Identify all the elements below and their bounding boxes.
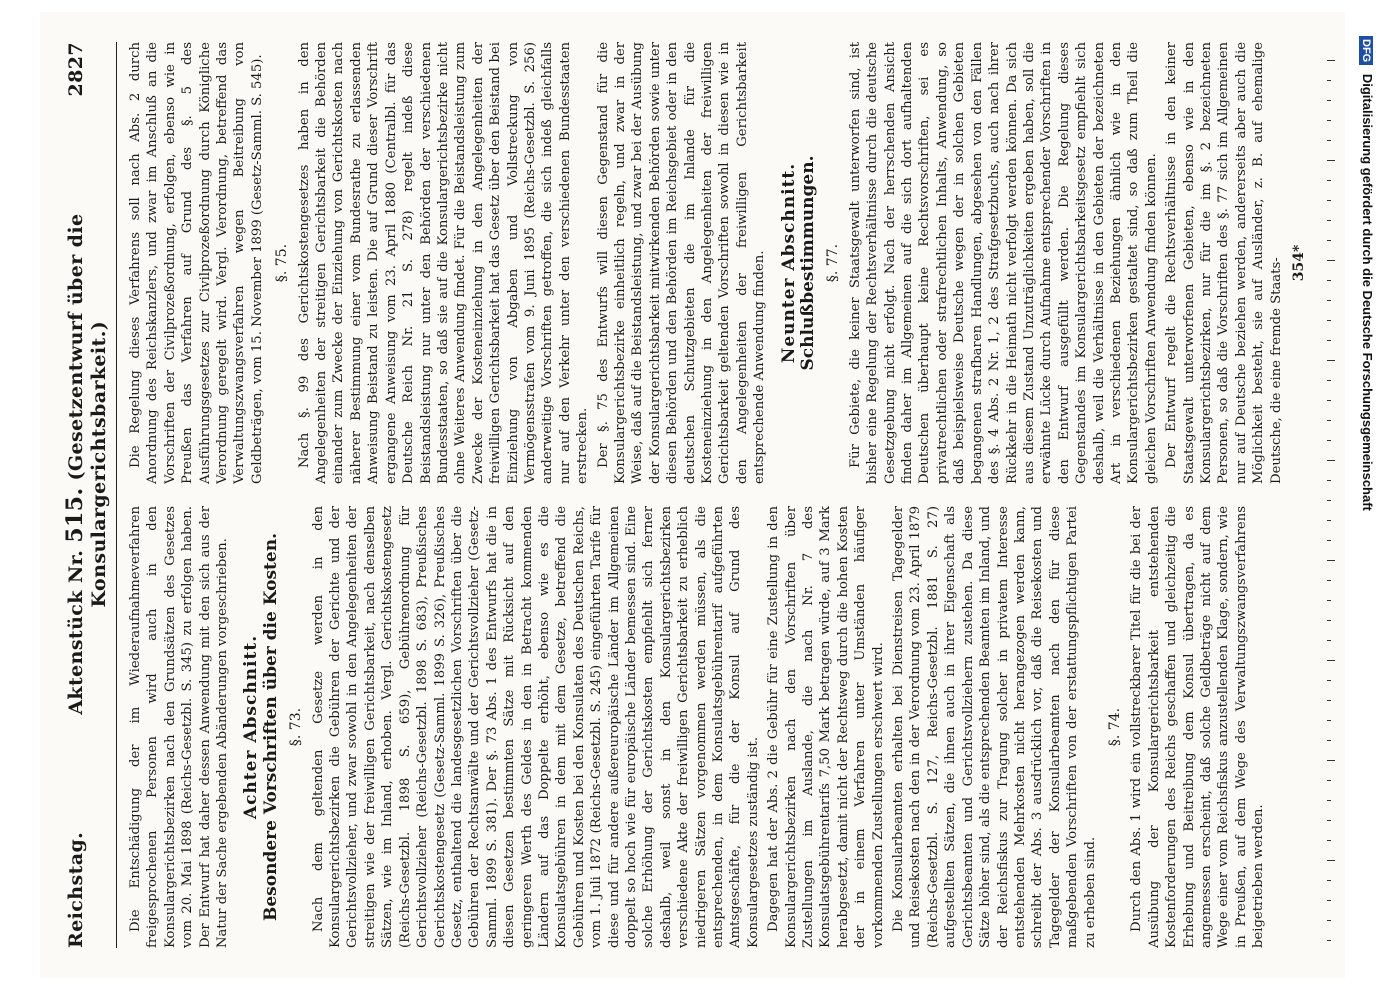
ruler-tick <box>1327 160 1335 161</box>
ruler-tick <box>1327 740 1331 741</box>
ruler-tick <box>1327 800 1331 801</box>
section-heading: §. 73. <box>288 707 305 747</box>
ruler-tick <box>1327 680 1331 681</box>
header-prefix: Aktenstück Nr. <box>65 549 87 715</box>
ruler-tick <box>1327 860 1335 861</box>
paragraph: Nach §. 99 des Gerichtskostengesetzes haben in den Angelegenheiten der streitigen Gerichtsbarkeit die Behörden einander zum Zwecke der Einziehung von Gerichtskosten nach näherer Bestimmung einer vom Bundesrathe zu erlassenden Anweisung Beistand zu leisten. Die auf Grund dieser Vorschrift ergangene Anweisung vom 23. April 1880 (Centralbl. für das Deutsche Reich Nr. 21 S. 278) regelt indeß diese Beistandsleistung nur unter den Behörden der verschiedenen Bundesstaaten, so daß sie auf die Konsulargerichtsbezirke nicht ohne Weiteres Anwendung findet. Für die Beistandsleistung zum Zwecke der Kosteneinziehung in den Angelegenheiten der freiwilligen Gerichtsbarkeit hat das Gesetz über den Beistand bei Einziehung von Abgaben und Vollstreckung von Vermögensstrafen vom 9. Juni 1895 (Reichs-Gesetzbl. S. 256) anderweitige Vorschriften getroffen, die sich indeß gleichfalls nur auf den Verkehr unter den verschiedenen Bundesstaaten erstrecken. <box>296 42 591 484</box>
ruler-tick <box>1327 760 1335 761</box>
ruler-tick <box>1327 820 1331 821</box>
paragraph: Die Regelung dieses Verfahrens soll nach Abs. 2 durch Anordnung des Reichskanzlers, und zwar im Anschluß an die Vorschriften der Civilprozeßordnung, erfolgen, ebenso wie in Preußen das Verfahren auf Grund des §. 5 des Ausführungsgesetzes zur Civilprozeßordnung durch Königliche Verordnung geregelt wird. Vergl. Verordnung, betreffend das Verwaltungszwangsverfahren wegen Beitreibung von Geldbeträgen, vom 15. November 1899 (Gesetz-Samml. S. 545). <box>128 42 265 484</box>
chapter-subheading: Besondere Vorschriften über die Kosten. <box>260 533 281 922</box>
ruler-tick <box>1327 320 1331 321</box>
chapter-heading: Neunter Abschnitt. <box>778 162 799 364</box>
ruler-tick <box>1327 500 1331 501</box>
ruler-tick <box>1327 600 1331 601</box>
right-column <box>127 42 1327 484</box>
ruler-tick <box>1327 340 1331 341</box>
header-left: Reichstag. <box>65 831 87 948</box>
ruler-tick <box>1327 120 1331 121</box>
scan-ruler <box>1327 60 1335 940</box>
section-heading: §. 77. <box>825 243 842 283</box>
paragraph: Durch den Abs. 1 wird ein vollstreckbarer Titel für die bei der Ausübung der Konsulargerichtsbarkeit entstehenden Kostenforderungen des Reichs geschaffen und gleichzeitig die Erhebung und Beitreibung dem Konsul übertragen, da es angemessen erscheint, daß solche Geldbeträge nicht auf dem Wege einer vom Reichsfiskus anzustellenden Klage, sondern, wie in Preußen, auf dem Wege des Verwaltungszwangsverfahrens beigetrieben werden. <box>1129 506 1267 948</box>
header-number: 515. <box>62 487 88 543</box>
digitization-text: Digitalisierung gefördert durch die Deutsche Forschungsgemeinschaft <box>1360 73 1375 511</box>
ruler-tick <box>1327 360 1335 361</box>
paragraph: Dagegen hat der Abs. 2 die Gebühr für eine Zustellung in den Konsulargerichtsbezirken nach den Vorschriften über Zustellungen im Auslande, die nach Nr. 7 des Konsulatsgebührentarifs 7,50 Mark betragen würde, auf 3 Mark herabgesetzt, damit nicht der Rechtsweg durch die hohen Kosten der in einem Verfahren unter Umständen häufiger vorkommenden Zustellungen erschwert wird. <box>766 506 886 948</box>
header-title <box>62 96 110 831</box>
ruler-tick <box>1327 880 1331 881</box>
ruler-tick <box>1327 620 1331 621</box>
ruler-tick <box>1327 440 1331 441</box>
chapter-subheading: Schlußbestimmungen. <box>798 155 819 371</box>
paragraph: Der §. 75 des Entwurfs will diesen Gegenstand für die Konsulargerichtsbezirke einheitlich regeln, und zwar in der Weise, daß auf die Beistandsleistung, und zwar bei der Ausübung der Konsulargerichtsbarkeit mitwirkenden Behörden sowie unter diesen Behörden und den Behörden im Reichsgebiet oder in den deutschen Schutzgebieten die im Inlande für die Kosteneinziehung in den Angelegenheiten der freiwilligen Gerichtsbarkeit geltenden Vorschriften sowohl in diesen wie in den Angelegenheiten der freiwilligen Gerichtsbarkeit entsprechende Anwendung finden. <box>595 42 768 484</box>
digitization-notice <box>1353 36 1375 936</box>
ruler-tick <box>1327 460 1335 461</box>
page-number: 2827 <box>65 42 87 97</box>
ruler-tick <box>1327 80 1331 81</box>
ruler-tick <box>1327 280 1331 281</box>
ruler-tick <box>1327 200 1331 201</box>
ruler-tick <box>1327 540 1331 541</box>
page-content <box>40 12 1345 978</box>
ruler-tick <box>1327 380 1331 381</box>
ruler-tick <box>1327 100 1331 101</box>
ruler-tick <box>1327 900 1331 901</box>
ruler-tick <box>1327 220 1331 221</box>
sheet-signature: 354* <box>1291 244 1307 282</box>
paragraph: Nach dem geltenden Gesetze werden in den Konsulargerichtsbezirken die Gebühren der Gerichte und der Gerichtsvollzieher, und zwar sowohl in den Angelegenheiten der streitigen wie der freiwilligen Gerichtsbarkeit, nach denselben Sätzen, wie im Inland, erhoben. Vergl. Gerichtskostengesetz (Reichs-Gesetzbl. 1898 S. 659), Gebührenordnung für Gerichtsvollzieher (Reichs-Gesetzbl. 1898 S. 683), Preußisches Gerichtskostengesetz (Gesetz-Samml. 1899 S. 326), Preußisches Gesetz, enthaltend die landesgesetzlichen Vorschriften über die Gebühren der Rechtsanwälte und der Gerichtsvollzieher (Gesetz-Samml. 1899 S. 381). Der §. 73 Abs. 1 des Entwurfs hat die in diesen Gesetzen bestimmten Sätze mit Rücksicht auf den geringeren Werth des Geldes in den in Betracht kommenden Ländern auf das Doppelte erhöht, ebenso wie es die Konsulatsgebühren in dem mit dem Gesetze, betreffend die Gebühren und Kosten bei den Konsulaten des Deutschen Reichs, vom 1. Juli 1872 (Reichs-Gesetzbl. S. 245) eingeführten Tarife für diese und für andere außereuropäische Länder im Allgemeinen doppelt so hoch wie für europäische Länder bemessen sind. Eine solche Erhöhung der Gerichtskosten empfiehlt sich ferner deshalb, weil sonst in den Konsulargerichtsbezirken verschiedene Akte der freiwilligen Gerichtsbarkeit zu erheblich niedrigeren Sätzen vorgenommen werden müssen, als die entsprechenden, in dem Konsulatsgebührentarif aufgeführten Amtsgeschäfte, für die der Konsul auf Grund des Konsulargesetzes zuständig ist. <box>310 506 761 948</box>
ruler-tick <box>1327 720 1331 721</box>
text-columns <box>127 42 1327 948</box>
ruler-tick <box>1327 180 1331 181</box>
section-heading: §. 75. <box>274 243 291 283</box>
left-column <box>127 506 1327 948</box>
ruler-tick <box>1327 480 1331 481</box>
scanned-page <box>40 12 1345 978</box>
section-heading: §. 74. <box>1106 707 1123 747</box>
ruler-tick <box>1327 920 1331 921</box>
ruler-tick <box>1327 400 1331 401</box>
paragraph: Die Entschädigung der im Wiederaufnahmeverfahren freigesprochenen Personen wird auch in den Konsulargerichtsbezirken nach den Grundsätzen des Gesetzes vom 20. Mai 1898 (Reichs-Gesetzbl. S. 345) zu erfolgen haben. Der Entwurf hat daher dessen Anwendung mit den sich aus der Natur der Sache ergebenden Abänderungen vorgeschrieben. <box>128 506 231 948</box>
ruler-tick <box>1327 660 1335 661</box>
dfg-logo: DFG <box>1359 36 1373 65</box>
paragraph: Der Entwurf regelt die Rechtsverhältnisse in den keiner Staatsgewalt unterworfenen Gebieten, ebenso wie in den Konsulargerichtsbezirken, nur für die im §. 2 bezeichneten Personen, so daß die Vorschriften des §. 77 sich im Allgemeinen nur auf Deutsche beziehen werden, andererseits aber auch die Möglichkeit besteht, sie auf Ausländer, z. B. auf ehemalige Deutsche, die eine fremde Staats- <box>1164 42 1284 484</box>
ruler-tick <box>1327 60 1335 61</box>
ruler-tick <box>1327 300 1331 301</box>
ruler-tick <box>1327 940 1331 941</box>
paragraph: Die Konsularbeamten erhalten bei Dienstreisen Tagegelder und Reisekosten nach den in der Verordnung vom 23. April 1879 (Reichs-Gesetzbl. S. 127, Reichs-Gesetzbl. 1881 S. 27) aufgestellten Sätzen, die ihnen auch in ihrer Eigenschaft als Gerichtsbeamten und Gerichtsvollziehern zustehen. Da diese Sätze höher sind, als die entsprechenden Beamten im Inland, und der Reichsfiskus zur Tragung solcher in privatem Interesse entstehenden Mehrkosten nicht herangezogen werden kann, schreibt der Abs. 3 ausdrücklich vor, daß die Reisekosten und Tagegelder der Konsularbeamten nach den für diese maßgebenden Vorschriften von der erstattungspflichtigen Partei zu erheben sind. <box>891 506 1098 948</box>
ruler-tick <box>1327 560 1335 561</box>
ruler-tick <box>1327 260 1335 261</box>
ruler-tick <box>1327 840 1331 841</box>
chapter-heading: Achter Abschnitt. <box>241 634 262 820</box>
ruler-tick <box>1327 640 1331 641</box>
ruler-tick <box>1327 700 1331 701</box>
ruler-tick <box>1327 420 1331 421</box>
ruler-tick <box>1327 780 1331 781</box>
paragraph: Für Gebiete, die keiner Staatsgewalt unterworfen sind, ist bisher eine Regelung der Rechtsverhältnisse durch die deutsche Gesetzgebung nicht erfolgt. Nach der herrschenden Ansicht finden daher im Allgemeinen auf die sich dort aufhaltenden Deutschen überhaupt keine Rechtsvorschriften, sei es privatrechtlichen oder strafrechtlichen Inhalts, Anwendung, so daß beispielsweise Deutsche wegen der in solchen Gebieten begangenen strafbaren Handlungen, abgesehen von den Fällen des §. 4 Abs. 2 Nr. 1, 2 des Strafgesetzbuchs, auch nach ihrer Rückkehr in die Heimath nicht verfolgt werden können. Da sich aus diesem Zustand Unzuträglichkeiten ergeben haben, soll die erwähnte Lücke durch Aufnahme entsprechender Vorschriften in den Entwurf ausgefüllt werden. Die Regelung dieses Gegenstandes im Konsulargerichtsbarkeitsgesetz empfiehlt sich deshalb, weil die Verhältnisse in den Gebieten der bezeichneten Art in verschiedenen Beziehungen ähnlich wie in den Konsulargerichtsbezirken gestaltet sind, so daß zum Theil die gleichen Vorschriften Anwendung finden können. <box>847 42 1159 484</box>
header-suffix: (Gesetzentwurf über die Konsulargerichtsbarkeit.) <box>65 213 110 608</box>
digitization-strip <box>1353 0 1383 1000</box>
ruler-tick <box>1327 240 1331 241</box>
ruler-tick <box>1327 580 1331 581</box>
ruler-tick <box>1327 520 1331 521</box>
ruler-tick <box>1327 140 1331 141</box>
page-header <box>62 42 117 948</box>
